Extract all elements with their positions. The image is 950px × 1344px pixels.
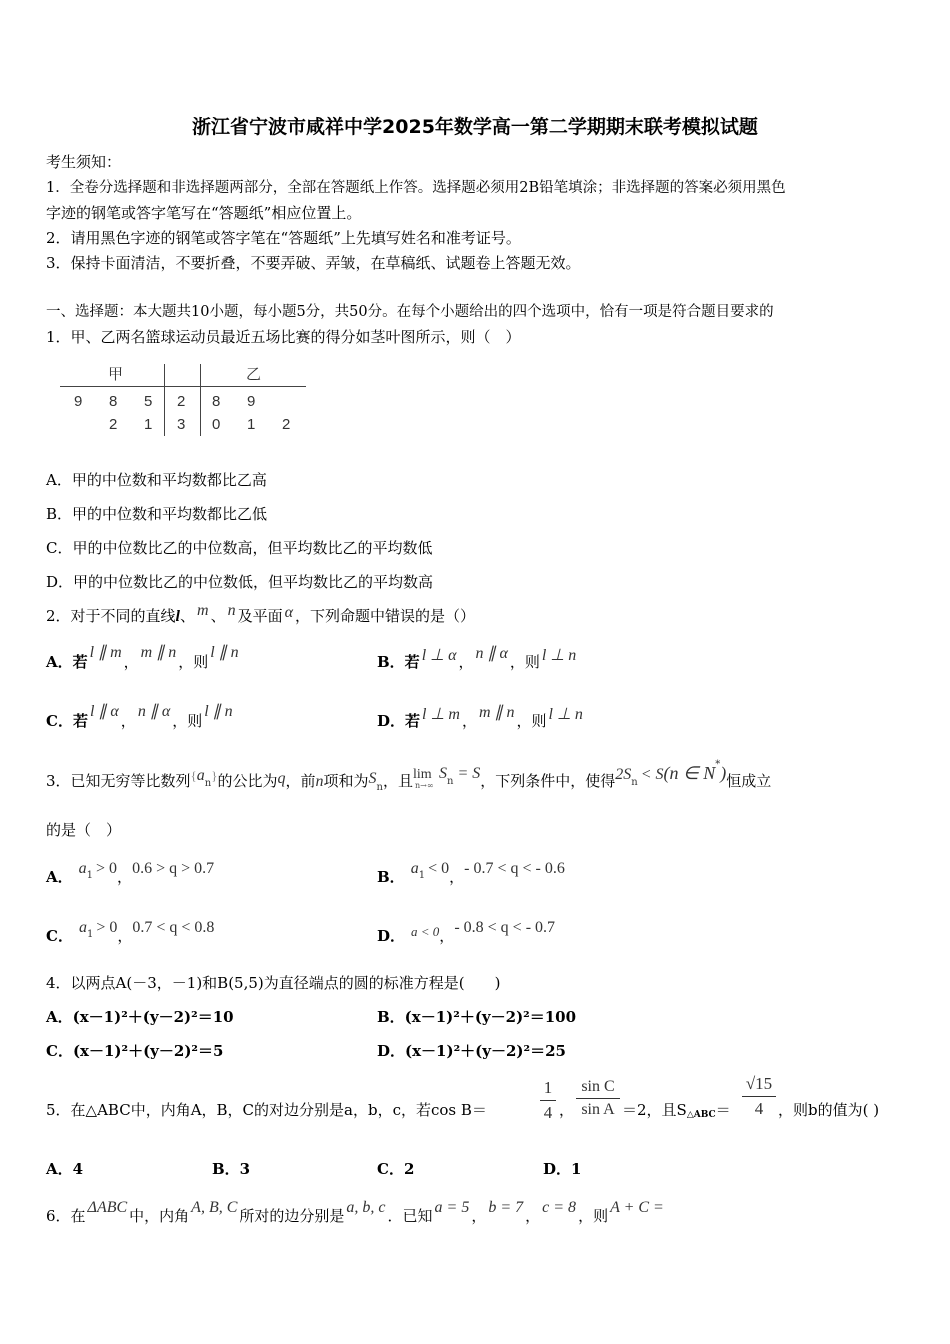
q6-angles: A, B, C — [191, 1199, 238, 1216]
option-label: A．若 — [46, 653, 88, 671]
option-label: B．若 — [377, 653, 420, 671]
q2-sep: 、 — [180, 607, 196, 625]
option-label: A． — [46, 868, 73, 886]
then-text: ，则 — [509, 653, 540, 671]
formula: - 0.7 < q < - 0.6 — [464, 860, 565, 877]
leaf-cell: 2 — [109, 416, 118, 433]
leaf-cell: 5 — [144, 393, 153, 410]
q3-text: ，下列条件中，使得 — [480, 772, 616, 790]
q2-text: 2．对于不同的直线 — [46, 607, 176, 625]
fraction-numerator: 1 — [543, 1078, 553, 1097]
q6-triangle: ΔABC — [87, 1199, 128, 1216]
comma: ， — [117, 927, 133, 945]
question-1-option-d[interactable]: D．甲的中位数比乙的中位数低，但平均数比乙的平均数高 — [46, 573, 434, 591]
question-2-stem — [46, 602, 476, 627]
q2-text: ，下列命题中错误的是（） — [295, 607, 476, 625]
leaf-cell: 0 — [212, 416, 221, 433]
question-5-option-c[interactable]: C．2 — [377, 1160, 415, 1178]
condition-rest: < S — [640, 766, 664, 783]
leaf-cell: 2 — [282, 416, 291, 433]
option-label: D． — [377, 927, 406, 945]
formula: l ∥ m — [89, 644, 122, 661]
stem-leaf-plot — [60, 364, 306, 436]
comma: ， — [449, 868, 465, 886]
limit-eq: = S — [457, 765, 481, 782]
q6-text: 6．在 — [46, 1207, 86, 1225]
area-subscript: △ABC — [686, 1110, 716, 1120]
q3-var-n: n — [315, 773, 324, 790]
q6-text: 中，内角 — [129, 1207, 190, 1225]
question-3-option-a[interactable] — [46, 860, 215, 888]
q3-seq: a — [196, 767, 205, 784]
leaf-cell: 8 — [212, 393, 221, 410]
comma: ， — [461, 712, 477, 730]
question-1-stem: 1．甲、乙两名篮球运动员最近五场比赛的得分如茎叶图所示，则（ ） — [46, 328, 521, 346]
limit-expr: S — [439, 765, 448, 782]
formula: a < 0 — [411, 924, 440, 939]
formula: a — [78, 860, 87, 877]
condition-close: ) — [720, 763, 727, 783]
notice-item-1-line-2: 字迹的钢笔或答字笔写在“答题纸”相应位置上。 — [46, 204, 362, 222]
q6-text: 所对的边分别是 — [239, 1207, 345, 1225]
formula: l ∥ n — [210, 644, 239, 661]
q3-text: 3．已知无穷等比数列 — [46, 772, 191, 790]
notice-item-3: 3．保持卡面清洁，不要折叠，不要弄破、弄皱，在草稿纸、试题卷上答题无效。 — [46, 254, 581, 272]
q6-side-a: a = 5 — [434, 1199, 470, 1216]
formula: < 0 — [428, 860, 450, 877]
question-1-option-a[interactable]: A．甲的中位数和平均数都比乙高 — [46, 471, 267, 489]
formula-sub: 1 — [418, 870, 426, 881]
question-2-option-d[interactable] — [377, 704, 585, 732]
question-3-stem-line-2: 的是（ ） — [46, 821, 122, 839]
table-head-yi: 乙 — [246, 366, 262, 383]
then-text: ，则 — [178, 653, 209, 671]
formula-sub: 1 — [86, 870, 94, 881]
q3-seq-sub: n — [204, 778, 212, 789]
limit-expr-sub: n — [447, 776, 454, 787]
formula-sub: 1 — [86, 929, 94, 940]
formula: 0.6 > q > 0.7 — [132, 860, 215, 877]
leaf-cell: 9 — [247, 393, 256, 410]
fraction-bar — [576, 1098, 620, 1099]
condition: 2S — [615, 766, 632, 783]
fraction-numerator: sin C — [581, 1078, 615, 1095]
then-text: ，则 — [172, 712, 203, 730]
fraction-numerator: √15 — [745, 1074, 773, 1093]
question-1-option-c[interactable]: C．甲的中位数比乙的中位数高，但平均数比乙的平均数低 — [46, 539, 433, 557]
question-5-option-a[interactable]: A．4 — [46, 1160, 84, 1178]
fraction-one-quarter — [540, 1078, 556, 1123]
q2-sep: 、 — [210, 607, 226, 625]
q6-sides: a, b, c — [346, 1199, 386, 1216]
question-4-option-b[interactable]: B．(x－1)²＋(y－2)²＝100 — [377, 1008, 577, 1026]
question-4-option-d[interactable]: D．(x－1)²＋(y－2)²＝25 — [377, 1042, 566, 1060]
q3-text: 恒成立 — [726, 772, 772, 790]
question-4-stem: 4．以两点A(－3，－1)和B(5,5)为直径端点的圆的标准方程是( ) — [46, 974, 501, 992]
q6-ask: A + C = — [610, 1199, 664, 1216]
fraction-bar — [742, 1096, 776, 1097]
q5-separator: ， — [559, 1101, 575, 1119]
q3-var-q: q — [277, 770, 286, 787]
question-1-option-b[interactable]: B．甲的中位数和平均数都比乙低 — [46, 505, 268, 523]
question-4-option-c[interactable]: C．(x－1)²＋(y－2)²＝5 — [46, 1042, 224, 1060]
q6-comma: ， — [525, 1207, 541, 1225]
table-divider-right — [200, 364, 201, 436]
formula: l ⊥ n — [548, 706, 583, 723]
seq-bracket: } — [211, 768, 218, 783]
table-head-jia: 甲 — [108, 366, 124, 383]
question-2-option-b[interactable] — [377, 645, 578, 673]
q2-var-m: m — [197, 602, 209, 619]
formula: m ∥ n — [140, 644, 177, 661]
formula: m ∥ n — [478, 704, 515, 721]
q6-side-c: c = 8 — [542, 1199, 577, 1216]
q3-text: 项和为 — [323, 772, 369, 790]
question-3-option-b[interactable] — [377, 860, 565, 888]
comma: ， — [117, 868, 133, 886]
formula: a — [78, 919, 87, 936]
notice-item-2: 2．请用黑色字迹的钢笔或答字笔在“答题纸”上先填写姓名和准考证号。 — [46, 229, 521, 247]
question-6-stem — [46, 1199, 666, 1227]
condition-sub: n — [631, 777, 638, 788]
limit-label: lim — [413, 767, 432, 782]
fraction-denominator: 4 — [543, 1103, 553, 1122]
q5-text: 5．在△ABC中，内角A，B，C的对边分别是a，b，c，若cos B＝ — [46, 1101, 487, 1119]
question-3-option-c[interactable] — [46, 919, 215, 947]
stem-cell: 2 — [177, 393, 186, 410]
question-4-option-a[interactable]: A．(x－1)²＋(y－2)²＝10 — [46, 1008, 234, 1026]
q5-question: ，则b的值为( ) — [778, 1101, 880, 1119]
formula: l ∥ n — [204, 703, 233, 720]
table-header-rule — [60, 386, 306, 387]
comma: ， — [123, 653, 139, 671]
option-label: C． — [46, 927, 73, 945]
q3-var-s: S — [368, 770, 377, 787]
q6-comma: ， — [471, 1207, 487, 1225]
question-2-option-c[interactable] — [46, 703, 235, 732]
limit — [413, 763, 439, 790]
q3-text: ，且 — [383, 772, 414, 790]
leaf-cell: 1 — [247, 416, 256, 433]
then-text: ，则 — [516, 712, 547, 730]
question-5-option-b[interactable]: B．3 — [212, 1160, 251, 1178]
question-3-stem — [46, 759, 772, 793]
q2-var-n: n — [227, 602, 236, 619]
q5-text: ＝2，且S — [622, 1101, 687, 1119]
formula: a — [410, 860, 419, 877]
comma: ， — [120, 712, 136, 730]
limit-sub: n→∞ — [415, 781, 434, 790]
question-5-stem — [46, 1100, 487, 1120]
fraction-bar — [540, 1100, 556, 1101]
condition-star: * — [715, 759, 721, 770]
formula: > 0 — [96, 860, 118, 877]
formula: l ⊥ α — [421, 647, 457, 664]
q3-text: ，前 — [285, 772, 316, 790]
option-label: B． — [377, 868, 405, 886]
question-3-option-d[interactable] — [377, 919, 556, 947]
q3-var-s-sub: n — [376, 782, 383, 793]
q5-text: ＝ — [715, 1101, 731, 1119]
leaf-cell: 8 — [109, 393, 118, 410]
question-2-option-a[interactable] — [46, 644, 241, 673]
q3-text: 的公比为 — [217, 772, 278, 790]
fraction-denominator: 4 — [754, 1099, 764, 1118]
condition-paren: (n ∈ N — [663, 763, 716, 783]
formula: n ∥ α — [475, 645, 508, 662]
q6-side-b: b = 7 — [488, 1199, 524, 1216]
q2-var-l: l — [175, 608, 180, 625]
comma: ， — [439, 927, 455, 945]
formula: - 0.8 < q < - 0.7 — [454, 919, 556, 936]
leaf-cell: 9 — [74, 393, 83, 410]
option-label: C．若 — [46, 712, 88, 730]
formula: 0.7 < q < 0.8 — [132, 919, 215, 936]
page-title: 浙江省宁波市咸祥中学2025年数学高一第二学期期末联考模拟试题 — [192, 116, 758, 138]
fraction-denominator: sin A — [581, 1101, 615, 1118]
q6-text: ．已知 — [387, 1207, 433, 1225]
notice-item-1-line-1: 1．全卷分选择题和非选择题两部分，全部在答题纸上作答。选择题必须用2B铅笔填涂；非选择题的答案必须用黑色 — [46, 180, 786, 196]
comma: ， — [458, 653, 474, 671]
table-divider-left — [164, 364, 165, 436]
formula: n ∥ α — [137, 703, 171, 720]
fraction-sqrt15-over-4 — [742, 1074, 776, 1119]
q5-condition — [622, 1100, 731, 1120]
question-5-option-d[interactable]: D．1 — [543, 1160, 582, 1178]
stem-cell: 3 — [177, 416, 186, 433]
formula: > 0 — [96, 919, 118, 936]
fraction-sin-ratio — [576, 1078, 620, 1119]
formula: l ⊥ n — [541, 647, 577, 664]
q2-var-alpha: α — [284, 604, 294, 621]
option-label: D．若 — [377, 712, 421, 730]
seq-bracket: { — [190, 768, 197, 783]
formula: l ⊥ m — [422, 706, 460, 723]
q6-text: ，则 — [578, 1207, 609, 1225]
notice-heading: 考生须知： — [46, 153, 122, 171]
formula: l ∥ α — [89, 703, 119, 720]
leaf-cell: 1 — [144, 416, 153, 433]
q2-text: 及平面 — [237, 607, 283, 625]
section-heading: 一、选择题：本大题共10小题，每小题5分，共50分。在每个小题给出的四个选项中，恰有一项是符合题目要求的 — [46, 304, 774, 320]
